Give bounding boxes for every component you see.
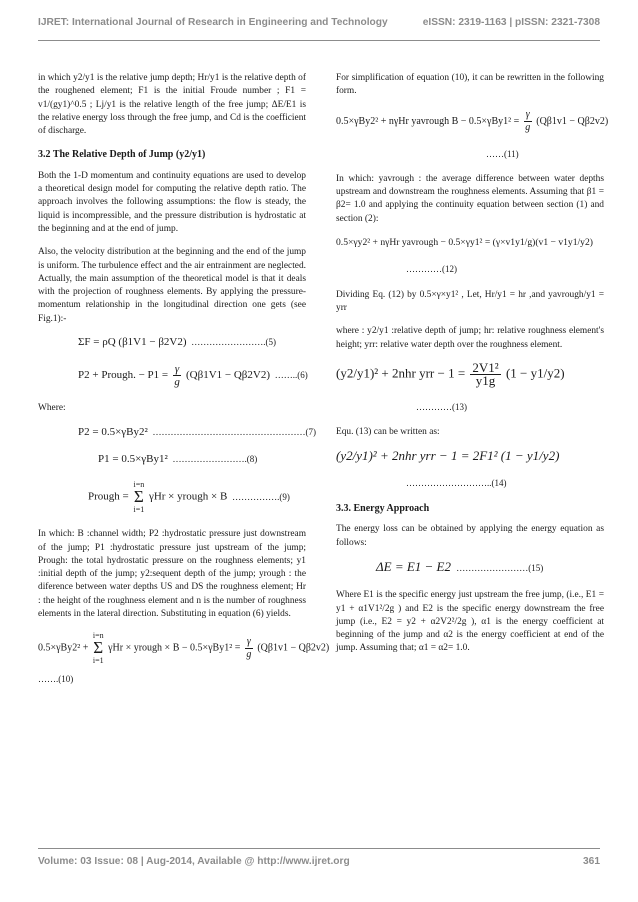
page-header: [38, 8, 600, 36]
volume-info: Volume: 03 Issue: 08 | Aug-2014, Available @ http://www.ijret.org: [38, 856, 350, 867]
where-label: Where:: [38, 403, 66, 414]
equation-10-number: …….(10): [38, 674, 74, 685]
equation-9: Prough = i=n Σ i=1 γHr × yrough × B …………….(9): [88, 480, 290, 515]
paragraph-definitions: In which: B :channel width; P2 :hydrostatic pressure just downstream of the jump; P1 :hydrostatic pressure just upstream of the jump; Prough: the total hydrostatic pressure on the roughness elements; y1 :initial depth of the jump; y2:sequent depth of the jump; yrough : the diference between water depths US and DS the roughness element; Hr : the height of the roughness element and n is the number of roughness elements in the lateral direction. Substituting in equation (6) yields.: [38, 529, 306, 620]
paragraph-energy: The energy loss can be obtained by applying the energy equation as follows:: [336, 524, 604, 548]
paragraph-yavrough: In which: yavrough : the average difference between water depths upstream and downstream the roughness elements. Assuming that β1 = β2= 1.0 and applying the continuity equation between section (1) and section (2):: [336, 173, 604, 224]
equation-13: (y2/y1)² + 2nhr yrr − 1 = $\frac{\text{2V1²}}{y1g}$ (1 − y1/y2): [336, 359, 565, 388]
paragraph-simplification: For simplification of equation (10), it can be rewritten in the following form.: [336, 73, 604, 97]
equation-14: (y2/y1)² + 2nhr yrr − 1 = 2F1² (1 − y1/y2): [336, 448, 560, 464]
paragraph-relative-depth: where : y2/y1 :relative depth of jump; hr: relative roughness element's height; yrr: relative water depth over the roughness element.: [336, 326, 604, 350]
footer-rule: [38, 848, 600, 849]
right-column: [336, 72, 609, 666]
paragraph-assumptions: Both the 1-D momentum and continuity equations are used to develop a theoretical design model for computing the relative depth ratio. The approach involves the following assumptions: the flow is steady, the liquid is incompressible, and the pressure distribution is hydrostatic at the beginning and at the end of jump.: [38, 170, 306, 234]
equation-5: ΣF = ρQ (β1V1 − β2V2) …………………….(5): [78, 336, 277, 349]
page-number: 361: [583, 856, 600, 867]
equation-7: P2 = 0.5×γBy2² ……………………………………………(7): [78, 425, 317, 438]
section-heading-3-2: 3.2 The Relative Depth of Jump (y2/y1): [38, 149, 206, 161]
page-footer: [38, 856, 600, 876]
equation-10: 0.5×γBy2² + i=n Σ i=1 γHr × yrough × B − 0.5×γBy1² = $\frac{\gamma}{g}$ (Qβ1v1 − Qβ2v2): [38, 631, 330, 666]
equation-14-number: ………………………..(14): [406, 477, 507, 488]
equation-15: ΔE = E1 − E2 ……………………(15): [376, 558, 544, 574]
paragraph-variables: in which y2/y1 is the relative jump depth; Hr/y1 is the relative depth of the roughened element; F1 is the initial Froude number ; F1 = v1/(gy1)^0.5 ; Lj/y1 is the relative length of the free jump; ΔE/E1 is the relative energy loss through the free jump, and Cd is the coefficient of discharge.: [38, 73, 306, 137]
equation-12-number: …………(12): [406, 264, 457, 275]
equation-12: 0.5×γy2² + nγHr yavrough − 0.5×γy1² = (γ×v1y1/g)(v1 − v1y1/y2): [336, 237, 593, 249]
equation-6: P2 + Prough. − P1 = $\frac{\gamma}{g}$ (Qβ1V1 − Qβ2V2) ……..(6): [78, 363, 308, 389]
issn: eISSN: 2319-1163 | pISSN: 2321-7308: [422, 16, 600, 28]
left-column: [38, 72, 330, 699]
journal-title: IJRET: International Journal of Research in Engineering and Technology: [38, 16, 388, 28]
equation-8: P1 = 0.5×γBy1² …………………….(8): [98, 452, 258, 465]
equation-11: 0.5×γBy2² + nγHr yavrough B − 0.5×γBy1² = $\frac{\gamma}{g}$ (Qβ1v1 − Qβ2v2): [336, 108, 609, 133]
section-heading-3-3: 3.3. Energy Approach: [336, 503, 430, 515]
paragraph-momentum: Also, the velocity distribution at the beginning and the end of the jump is uniform. The turbulence effect and the air entrainment are neglected. Actually, the main assumption of the theoretical model is that it deals with the projection of roughness elements. By applying the pressure-momentum relationship in the longitudinal direction one gets (see Fig.1):-: [38, 247, 306, 324]
paragraph-specific-energy: Where E1 is the specific energy just upstream the free jump, (i.e., E1 = y1 + α1V1²/2g ) and E2 is the specific energy downstream the free jump (i.e., E2 = y2 + α2V2²/2g ), α1 is the energy coefficient at beginning of the jump and α2 is the energy coefficient at end of the jump. Assuming that; α1 = α2= 1.0.: [336, 590, 604, 654]
header-rule: [38, 40, 600, 41]
paragraph-rewrite: Equ. (13) can be written as:: [336, 427, 440, 438]
paragraph-dividing: Dividing Eq. (12) by 0.5×γ×y1² , Let, Hr/y1 = hr ,and yavrough/y1 = yrr: [336, 289, 604, 313]
equation-11-number: ……(11): [486, 148, 519, 159]
equation-13-number: …………(13): [416, 401, 467, 412]
